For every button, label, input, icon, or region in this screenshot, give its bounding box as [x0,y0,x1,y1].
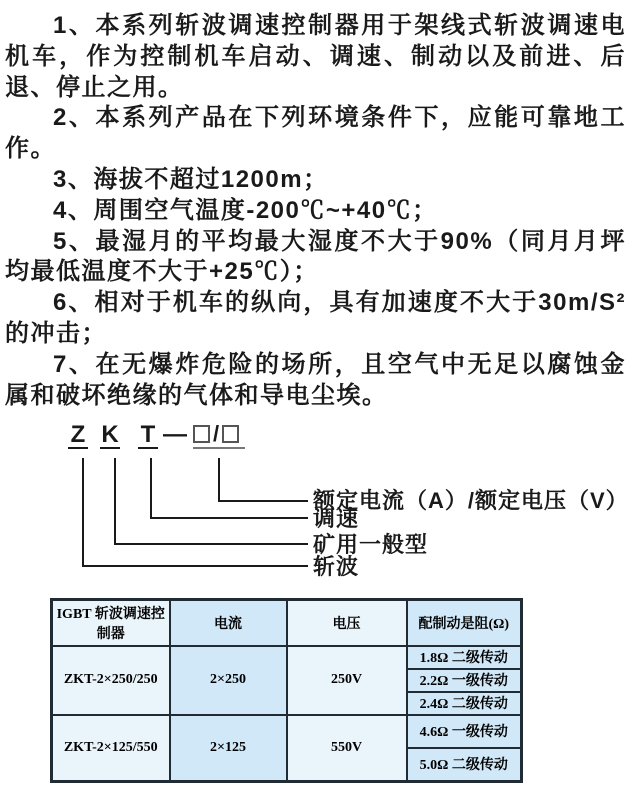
table-row [52,646,522,669]
model-letter-k: K [101,421,119,448]
table-header-row [52,600,522,646]
header-product: IGBT 斩波调速控制器 [52,600,170,646]
cell-voltage-1: 250V [287,646,407,715]
diagram-label-chopper: 斩波 [313,554,360,579]
cell-model-1: ZKT-2×250/250 [52,646,170,715]
connector-line-speed-horizontal [150,517,308,519]
header-voltage: 电压 [287,600,407,646]
spec-paragraph-6: 6、相对于机车的纵向，具有加速度不大于30m/S²的冲击； [5,289,626,347]
diagram-label-speed: 调速 [313,506,360,531]
model-slash: / [213,421,220,446]
connector-line-mine-vertical [114,458,116,545]
diagram-label-mine: 矿用一般型 [313,532,429,557]
placeholder-box-icon [222,425,239,443]
cell-voltage-2: 550V [287,715,407,782]
spec-paragraph-5: 5、最湿月的平均最大湿度不大于90%（同月月坪均最低温度不大于+25℃）； [5,227,626,286]
cell-resistor-2b: 5.0Ω 二级传动 [407,748,522,782]
placeholder-box-icon [193,425,210,443]
model-rating-group [193,421,245,449]
spec-table [50,598,523,783]
spec-paragraph-7: 7、在无爆炸危险的场所，且空气中无足以腐蚀金属和破坏绝缘的气体和导电尘埃。 [5,350,626,409]
model-dash: — [163,421,187,448]
spec-paragraph-1: 1、本系列斩波调速控制器用于架线式斩波调速电机车，作为控制机车启动、调速、制动以及前进、后退、停止之用。 [5,12,626,101]
connector-line-chopper-horizontal [82,565,308,567]
cell-resistor-1c: 2.4Ω 二级传动 [407,692,522,715]
spec-paragraph-2: 2、本系列产品在下列环境条件下，应能可靠地工作。 [5,104,626,163]
spec-paragraph-4: 4、周围空气温度-200℃~+40℃； [53,196,438,224]
cell-current-1: 2×250 [170,646,287,715]
cell-model-2: ZKT-2×125/550 [52,715,170,782]
cell-resistor-1b: 2.2Ω 一级传动 [407,669,522,692]
cell-current-2: 2×125 [170,715,287,782]
connector-line-chopper-vertical [82,458,84,567]
connector-line-rated-vertical [218,458,220,502]
connector-line-rated-horizontal [218,500,308,502]
model-letter-z: Z [68,421,88,449]
table-row [52,715,522,748]
header-current: 电流 [170,600,287,646]
diagram-label-rated: 额定电流（A）/额定电压（V） [313,488,629,513]
cell-resistor-2a: 4.6Ω 一级传动 [407,715,522,748]
header-resistor: 配制动是阻(Ω) [407,600,522,646]
cell-resistor-1a: 1.8Ω 二级传动 [407,646,522,669]
connector-line-speed-vertical [150,458,152,519]
model-letter-t: T [138,421,158,449]
spec-paragraph-3: 3、海拔不超过1200m； [53,165,329,193]
connector-line-mine-horizontal [114,543,308,545]
